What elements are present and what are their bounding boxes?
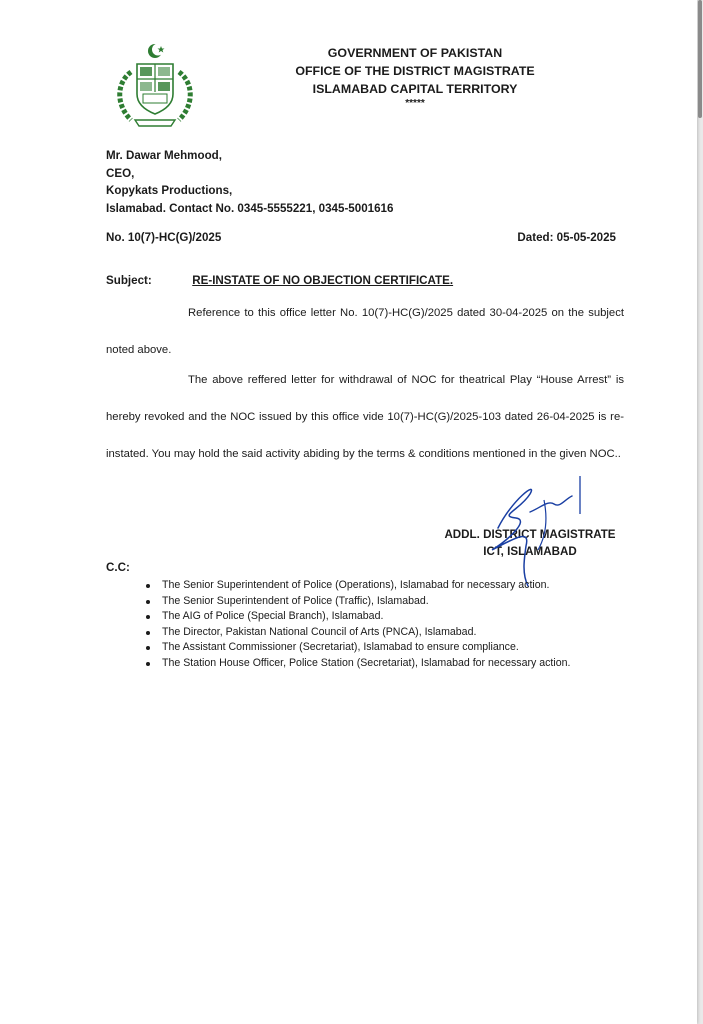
letterhead-office: OFFICE OF THE DISTRICT MAGISTRATE — [295, 64, 535, 78]
recipient-name: Mr. Dawar Mehmood, — [106, 149, 222, 162]
cc-item: The Assistant Commissioner (Secretariat), Islamabad to ensure compliance. — [145, 640, 570, 656]
subject-label: Subject: — [106, 274, 152, 287]
reference-line — [106, 231, 616, 244]
cc-item: The Senior Superintendent of Police (Operations), Islamabad for necessary action. — [145, 578, 570, 594]
subject-value: RE-INSTATE OF NO OBJECTION CERTIFICATE. — [192, 274, 454, 287]
signatory-designation: ADDL. DISTRICT MAGISTRATE — [444, 528, 616, 541]
scrollbar-thumb[interactable] — [698, 0, 702, 118]
signatory-office: ICT, ISLAMABAD — [483, 545, 577, 558]
subject-line — [106, 274, 453, 287]
recipient-title: CEO, — [106, 166, 135, 180]
recipient-company: Kopykats Productions, — [106, 184, 233, 197]
cc-list — [145, 578, 570, 672]
letterhead — [260, 44, 570, 110]
recipient-contact: Islamabad. Contact No. 0345-5555221, 0345-5001616 — [106, 201, 394, 215]
pakistan-state-emblem-icon — [109, 42, 201, 130]
cc-item: The AIG of Police (Special Branch), Islamabad. — [145, 609, 570, 625]
reference-number: No. 10(7)-HC(G)/2025 — [106, 231, 222, 244]
cc-item: The Station House Officer, Police Station (Secretariat), Islamabad for necessary action. — [145, 656, 570, 672]
letter-date: Dated: 05-05-2025 — [517, 231, 616, 244]
recipient-address — [106, 147, 393, 217]
body-paragraph-reinstatement: The above reffered letter for withdrawal of NOC for theatrical Play “House Arrest” is hereby revoked and the NOC issued by this office vide 10(7)-HC(G)/2025-103 dated 26-04-2025 is re-instated. You may hold the said activity abiding by the terms & conditions mentioned in the given NOC.. — [106, 374, 624, 460]
letterhead-government: GOVERNMENT OF PAKISTAN — [327, 46, 503, 60]
handwritten-signature-icon — [468, 470, 598, 590]
cc-item: The Senior Superintendent of Police (Traffic), Islamabad. — [145, 594, 570, 610]
letterhead-stars: ***** — [405, 98, 425, 109]
cc-label: C.C: — [106, 561, 130, 574]
cc-item: The Director, Pakistan National Council of Arts (PNCA), Islamabad. — [145, 625, 570, 641]
letterhead-territory: ISLAMABAD CAPITAL TERRITORY — [312, 82, 518, 96]
body-paragraph-reference: Reference to this office letter No. 10(7)-HC(G)/2025 dated 30-04-2025 on the subject noted above. — [106, 307, 624, 356]
